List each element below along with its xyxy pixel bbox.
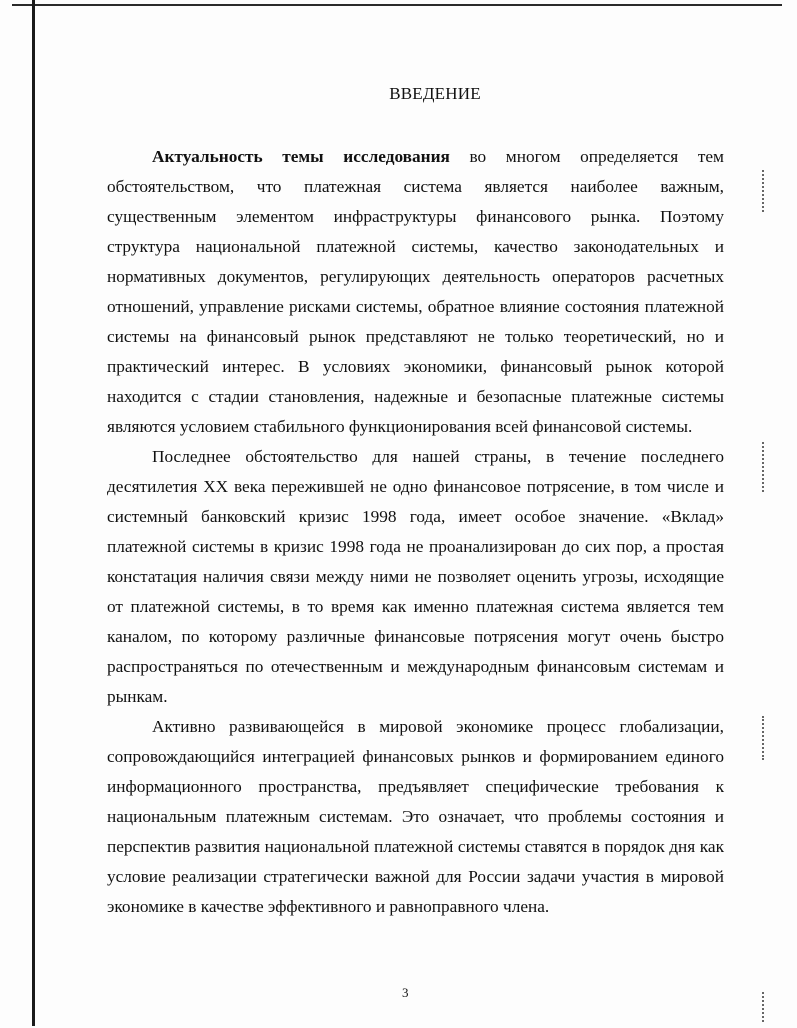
paragraph-3: Активно развивающейся в мировой экономике процесс глобализации, сопровождающийся интеграцией финансовых рынков и формированием единого информационного пространства, предъявляет специфические требования к национальным платежным системам. Это означает, что проблемы состояния и перспектив развития национальной платежной системы ставятся в порядок дня как условие реализации стратегически важной для России задачи участия в мировой экономике в качестве эффективного и равноправного члена. bbox=[107, 717, 724, 916]
margin-speck-1 bbox=[762, 170, 766, 212]
page-title: ВВЕДЕНИЕ bbox=[389, 84, 481, 103]
document-body bbox=[107, 142, 724, 922]
paragraph-2: Последнее обстоятельство для нашей страны, в течение последнего десятилетия XX века пережившей не одно финансовое потрясение, в том числе и системный банковский кризис 1998 года, имеет особое значение. «Вклад» платежной системы в кризис 1998 года не проанализирован до сих пор, а простая констатация наличия связи между ними не позволяет оценить угрозы, исходящие от платежной системы, в то время как именно платежная система является тем каналом, по которому различные финансовые потрясения могут очень быстро распространяться по отечественным и международным финансовым системам и рынкам. bbox=[107, 447, 724, 706]
top-scan-border bbox=[12, 4, 782, 6]
margin-speck-4 bbox=[762, 992, 766, 1022]
paragraph-1-lead: Актуальность темы исследования bbox=[152, 147, 450, 166]
paragraph-1 bbox=[107, 142, 724, 442]
margin-speck-2 bbox=[762, 442, 766, 492]
paragraph-1-text: во многом определяется тем обстоятельством, что платежная система является наиболее важным, существенным элементом инфраструктуры финансового рынка. Поэтому структура национальной платежной системы, качество законодательных и нормативных документов, регулирующих деятельность операторов расчетных отношений, управление рисками системы, обратное влияние состояния платежной системы на финансовый рынок представляют не только теоретический, но и практический интерес. В условиях экономики, финансовый рынок которой находится с стадии становления, надежные и безопасные платежные системы являются условием стабильного функционирования всей финансовой системы. bbox=[107, 147, 724, 436]
left-scan-border bbox=[32, 0, 35, 1026]
page-number: 3 bbox=[402, 985, 409, 1000]
margin-speck-3 bbox=[762, 716, 766, 760]
